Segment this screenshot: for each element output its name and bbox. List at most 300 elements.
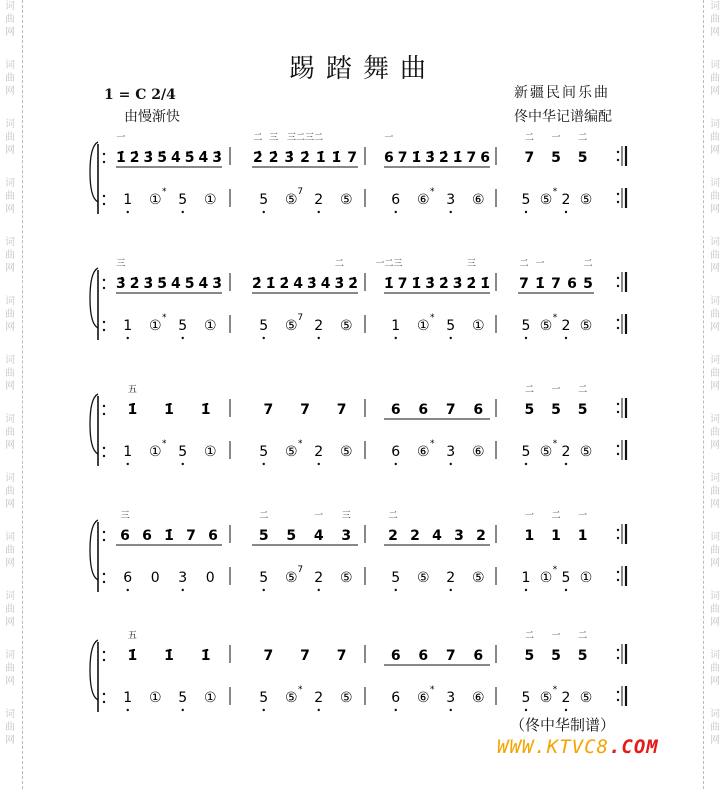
system-brace <box>90 640 98 700</box>
bass-note: 5 <box>178 690 188 706</box>
fingering-mark: 二 <box>334 259 344 269</box>
top-note: 2̇ <box>439 150 449 166</box>
repeat-dot <box>617 453 619 455</box>
octave-dot <box>127 337 129 339</box>
top-note: 7 <box>263 648 274 664</box>
top-note: 7 <box>466 150 477 166</box>
top-note: 1̇ <box>127 402 138 418</box>
bass-note: ⑤ <box>284 690 298 706</box>
top-note: 5 <box>524 648 535 664</box>
score-system-svg <box>0 384 726 484</box>
fingering-mark: 一 <box>116 133 126 143</box>
octave-dot <box>318 463 320 465</box>
watermark-text: 词 曲 网 <box>710 591 720 628</box>
top-note: 1̇ <box>411 276 422 292</box>
score-system <box>0 258 726 358</box>
octave-dot <box>182 337 184 339</box>
octave-dot <box>450 463 452 465</box>
score-system <box>0 510 726 610</box>
bass-note: 1 <box>123 444 133 460</box>
top-note: 7 <box>397 150 408 166</box>
score-system <box>0 384 726 484</box>
watermark-text: 词 曲 网 <box>710 473 720 510</box>
octave-dot <box>263 589 265 591</box>
octave-dot <box>525 211 527 213</box>
top-note: 5 <box>524 402 535 418</box>
bass-note: 0 <box>150 570 160 586</box>
top-note: 4̇ <box>171 150 181 166</box>
top-note: 2̇ <box>348 276 358 292</box>
octave-dot <box>318 709 320 711</box>
ornament-mark: * <box>552 187 558 197</box>
ornament-mark: * <box>162 439 167 449</box>
bass-note: 5 <box>561 570 571 586</box>
bass-note: ⑤ <box>339 570 353 586</box>
top-note: 5̇ <box>184 276 195 292</box>
octave-dot <box>182 463 184 465</box>
bass-note: ⑤ <box>284 318 298 334</box>
bass-note: ⑤ <box>284 570 298 586</box>
top-note: 1 <box>524 528 535 544</box>
octave-dot <box>525 589 527 591</box>
key-signature: 1 = C 2/4 <box>104 87 176 103</box>
watermark-text: 词 曲 网 <box>5 414 15 451</box>
bass-note: ⑤ <box>539 444 553 460</box>
top-note: 4̇ <box>320 276 331 292</box>
repeat-dot <box>617 151 619 153</box>
top-note: 6 <box>473 402 484 418</box>
top-note: 3̇ <box>212 150 222 166</box>
bass-note: ① <box>148 690 162 706</box>
top-note: 6 <box>418 648 429 664</box>
bass-note: 5 <box>259 570 269 586</box>
bass-note: 3 <box>446 690 456 706</box>
bass-note: 1 <box>521 570 531 586</box>
bass-note: 2 <box>314 570 324 586</box>
top-note: 7 <box>336 402 347 418</box>
top-note: 5 <box>577 402 588 418</box>
bass-note: ⑤ <box>579 690 593 706</box>
repeat-dot <box>103 693 105 695</box>
top-note: 7 <box>300 648 310 664</box>
ornament-mark: * <box>162 187 167 197</box>
watermark-text: 词 曲 网 <box>5 709 15 746</box>
top-note: 3̇ <box>334 276 345 292</box>
octave-dot <box>182 589 184 591</box>
watermark-text: 词 曲 网 <box>5 650 15 687</box>
bass-note: 2 <box>561 444 571 460</box>
system-brace <box>90 394 98 454</box>
watermark-text: 词 曲 网 <box>5 60 15 97</box>
bass-note: 0 <box>205 570 215 586</box>
octave-dot <box>263 211 265 213</box>
bass-note: 3 <box>446 192 456 208</box>
bass-note: ⑤ <box>339 318 353 334</box>
repeat-dot <box>617 699 619 701</box>
top-note: 5̇ <box>157 150 167 166</box>
bass-note: 1 <box>391 318 401 334</box>
top-note: 5 <box>258 528 269 544</box>
top-note: 6 <box>390 648 401 664</box>
bass-note: 1 <box>123 192 133 208</box>
octave-dot <box>127 211 129 213</box>
watermark-text: 词 曲 网 <box>5 296 15 333</box>
top-note: 2̇ <box>466 276 477 292</box>
top-note: 4̇ <box>171 276 181 292</box>
score-system-svg <box>0 630 726 730</box>
ornament-mark: * <box>552 313 558 323</box>
system-brace <box>90 142 98 202</box>
repeat-dot <box>617 327 619 329</box>
octave-dot <box>395 337 397 339</box>
tempo-marking: 由慢渐快 <box>124 109 180 125</box>
repeat-dot <box>617 579 619 581</box>
top-note: 7 <box>445 402 456 418</box>
bass-note: 5 <box>178 318 188 334</box>
top-note: 1̇ <box>480 276 490 292</box>
repeat-dot <box>103 195 105 197</box>
watermark-text: 词 曲 网 <box>710 355 720 392</box>
watermark-text: 词 曲 网 <box>710 237 720 274</box>
repeat-dot <box>617 159 619 161</box>
top-note: 1̇ <box>315 150 326 166</box>
ornament-mark: * <box>430 313 435 323</box>
bass-note: ① <box>471 318 485 334</box>
octave-dot <box>127 463 129 465</box>
fingering-mark: 三 <box>466 259 476 269</box>
top-note: 2̇ <box>252 150 263 166</box>
repeat-dot <box>103 659 105 661</box>
fingering-mark: 一 <box>551 631 561 641</box>
bass-note: 2 <box>561 318 571 334</box>
bass-note: ① <box>203 444 217 460</box>
octave-dot <box>395 211 397 213</box>
top-note: 5 <box>551 150 561 166</box>
repeat-dot <box>103 447 105 449</box>
site-logo <box>497 736 659 758</box>
watermark-text: 词 曲 网 <box>5 178 15 215</box>
bass-note: 2 <box>446 570 456 586</box>
bass-note: ⑤ <box>339 192 353 208</box>
top-note: 1̇ <box>265 276 276 292</box>
top-note: 6 <box>208 528 218 544</box>
watermark-text: 词 曲 网 <box>5 355 15 392</box>
bass-note: ⑤ <box>579 318 593 334</box>
top-note: 3 <box>341 528 352 544</box>
top-note: 3̇ <box>284 150 295 166</box>
fingering-mark: 三 <box>341 511 351 521</box>
octave-dot <box>395 709 397 711</box>
ornament-mark: * <box>552 685 558 695</box>
system-brace <box>90 268 98 328</box>
watermark-text: 词 曲 网 <box>710 119 720 156</box>
ornament-mark: 7 <box>297 565 304 575</box>
bass-note: 2 <box>561 690 571 706</box>
octave-dot <box>525 709 527 711</box>
octave-dot <box>525 463 527 465</box>
bass-note: 5 <box>521 192 531 208</box>
repeat-dot <box>103 405 105 407</box>
octave-dot <box>318 589 320 591</box>
top-note: 2̇ <box>252 276 262 292</box>
ornament-mark: * <box>298 439 303 449</box>
top-note: 4 <box>313 528 324 544</box>
ornament-mark: * <box>430 439 435 449</box>
top-note: 2̇ <box>300 150 310 166</box>
top-note: 2̇ <box>129 276 140 292</box>
top-note: 6 <box>567 276 577 292</box>
octave-dot <box>318 211 320 213</box>
repeat-dot <box>103 413 105 415</box>
bass-note: ① <box>148 444 162 460</box>
bass-note: ① <box>203 318 217 334</box>
repeat-dot <box>103 161 105 163</box>
top-note: 3̇ <box>425 276 435 292</box>
fingering-mark: 二 <box>388 511 398 521</box>
watermark-text: 词 曲 网 <box>710 650 720 687</box>
bass-note: 1 <box>123 690 133 706</box>
top-note: 7 <box>397 276 408 292</box>
bass-note: ⑥ <box>471 192 485 208</box>
watermark-text: 词 曲 网 <box>5 532 15 569</box>
octave-dot <box>450 211 452 213</box>
repeat-dot <box>617 691 619 693</box>
repeat-dot <box>617 193 619 195</box>
bass-note: 6 <box>391 192 401 208</box>
top-note: 7 <box>519 276 529 292</box>
top-note: 4̇ <box>198 276 209 292</box>
top-note: 1̇ <box>200 402 211 418</box>
octave-dot <box>127 709 129 711</box>
bass-note: ⑤ <box>339 690 353 706</box>
ornament-mark: * <box>162 313 167 323</box>
top-note: 1̇ <box>411 150 422 166</box>
repeat-dot <box>617 411 619 413</box>
watermark-text: 词 曲 网 <box>710 532 720 569</box>
top-note: 2̇ <box>129 150 140 166</box>
top-note: 6 <box>473 648 484 664</box>
repeat-dot <box>103 329 105 331</box>
repeat-dot <box>103 539 105 541</box>
bass-note: ⑤ <box>539 318 553 334</box>
fingering-mark: 二 <box>259 511 269 521</box>
bass-note: ① <box>539 570 553 586</box>
octave-dot <box>565 463 567 465</box>
repeat-dot <box>103 651 105 653</box>
repeat-dot <box>617 277 619 279</box>
fingering-mark: 二 <box>578 133 588 143</box>
bass-note: 6 <box>391 444 401 460</box>
repeat-dot <box>617 403 619 405</box>
repeat-dot <box>103 287 105 289</box>
fingering-mark: 一 <box>524 511 534 521</box>
bass-note: ⑤ <box>284 192 298 208</box>
bass-note: ⑤ <box>579 444 593 460</box>
bass-note: ⑥ <box>471 690 485 706</box>
octave-dot <box>318 337 320 339</box>
fingering-mark: 三 <box>116 259 126 269</box>
top-note: 1̇ <box>116 150 126 166</box>
song-origin: 新疆民间乐曲 <box>514 85 610 101</box>
top-note: 3̇ <box>116 276 126 292</box>
fingering-mark: 二 <box>583 259 593 269</box>
top-note: 4̇ <box>198 150 209 166</box>
octave-dot <box>395 589 397 591</box>
bass-note: 5 <box>259 444 269 460</box>
watermark-text: 词 曲 网 <box>710 414 720 451</box>
bass-note: 5 <box>259 318 269 334</box>
top-note: 1̇ <box>331 150 342 166</box>
repeat-dot <box>617 529 619 531</box>
bass-note: ⑥ <box>471 444 485 460</box>
ornament-mark: * <box>298 685 303 695</box>
top-note: 3̇ <box>425 150 435 166</box>
fingering-mark: 一 <box>384 133 394 143</box>
fingering-mark: 二 <box>524 631 534 641</box>
top-note: 4̇ <box>293 276 303 292</box>
top-note: 1̇ <box>535 276 545 292</box>
top-note: 5 <box>577 648 588 664</box>
watermark-text: 词 曲 网 <box>710 296 720 333</box>
watermark-text: 词 曲 网 <box>5 119 15 156</box>
repeat-dot <box>617 537 619 539</box>
bass-note: ① <box>416 318 430 334</box>
top-note: 7 <box>300 402 310 418</box>
top-note: 6 <box>390 402 401 418</box>
fingering-mark: 一 <box>535 259 545 269</box>
octave-dot <box>395 463 397 465</box>
top-note: 5 <box>583 276 593 292</box>
top-note: 3̇ <box>452 276 463 292</box>
bass-note: 2 <box>314 690 324 706</box>
bass-note: 2 <box>561 192 571 208</box>
ornament-mark: 7 <box>297 313 304 323</box>
repeat-dot <box>103 573 105 575</box>
repeat-dot <box>617 649 619 651</box>
ornament-mark: * <box>552 439 558 449</box>
bass-note: ⑤ <box>579 192 593 208</box>
watermark-text: 词 曲 网 <box>710 709 720 746</box>
bass-note: ⑤ <box>339 444 353 460</box>
fingering-mark: 二 <box>551 511 561 521</box>
bass-note: ① <box>148 318 162 334</box>
top-note: 7 <box>445 648 456 664</box>
repeat-dot <box>617 445 619 447</box>
fingering-mark: 一 <box>551 133 561 143</box>
top-note: 5 <box>577 150 588 166</box>
system-brace <box>90 520 98 580</box>
transcriber-credit: （佟中华制谱） <box>510 716 616 734</box>
top-note: 7 <box>524 150 535 166</box>
top-note: 2 <box>476 528 486 544</box>
top-note: 3̇ <box>143 276 154 292</box>
score-system-svg <box>0 510 726 610</box>
bass-note: ⑥ <box>416 192 430 208</box>
fingering-mark: 三 <box>269 133 279 143</box>
repeat-dot <box>103 531 105 533</box>
site-logo-suffix: .COM <box>608 736 659 758</box>
repeat-dot <box>103 153 105 155</box>
top-note: 6 <box>418 402 429 418</box>
fingering-mark: 五 <box>127 385 137 395</box>
bass-note: ⑥ <box>416 690 430 706</box>
top-note: 2̇ <box>439 276 449 292</box>
top-note: 7 <box>263 402 274 418</box>
bass-note: 1 <box>123 318 133 334</box>
top-note: 5 <box>551 648 561 664</box>
score-system <box>0 132 726 232</box>
top-note: 1̇ <box>200 648 211 664</box>
fingering-mark: 二 <box>578 631 588 641</box>
repeat-dot <box>103 279 105 281</box>
fingering-mark: 一 <box>551 385 561 395</box>
fingering-mark: 二 <box>524 133 534 143</box>
watermark-text: 词 曲 网 <box>5 237 15 274</box>
top-note: 2̇ <box>279 276 290 292</box>
bass-note: 5 <box>521 318 531 334</box>
fingering-mark: 一二三 <box>375 259 403 269</box>
top-note: 6 <box>120 528 130 544</box>
octave-dot <box>525 337 527 339</box>
octave-dot <box>565 211 567 213</box>
repeat-dot <box>617 571 619 573</box>
repeat-dot <box>103 321 105 323</box>
top-note: 6 <box>480 150 490 166</box>
fingering-mark: 一 <box>314 511 324 521</box>
watermark-text: 词 曲 网 <box>5 473 15 510</box>
repeat-dot <box>103 581 105 583</box>
watermark-text: 词 曲 网 <box>710 178 720 215</box>
bass-note: 2 <box>314 192 324 208</box>
top-note: 1̇ <box>452 150 463 166</box>
top-note: 5̇ <box>157 276 167 292</box>
bass-note: 5 <box>178 192 188 208</box>
ornament-mark: * <box>430 685 435 695</box>
arranger-credit: 佟中华记谱编配 <box>514 109 612 125</box>
repeat-dot <box>617 319 619 321</box>
bass-note: ① <box>579 570 593 586</box>
top-note: 3̇ <box>307 276 317 292</box>
bass-note: ① <box>148 192 162 208</box>
bass-note: 2 <box>314 444 324 460</box>
watermark-text: 词 曲 网 <box>710 60 720 97</box>
octave-dot <box>182 211 184 213</box>
octave-dot <box>127 589 129 591</box>
top-note: 2 <box>388 528 398 544</box>
top-note: 1 <box>577 528 588 544</box>
top-note: 4 <box>432 528 442 544</box>
octave-dot <box>450 709 452 711</box>
octave-dot <box>263 337 265 339</box>
score-system-svg <box>0 258 726 358</box>
ornament-mark: * <box>430 187 435 197</box>
bass-note: ⑥ <box>416 444 430 460</box>
top-note: 1 <box>551 528 561 544</box>
top-note: 1̇ <box>164 402 174 418</box>
octave-dot <box>565 709 567 711</box>
top-note: 3̇ <box>212 276 222 292</box>
octave-dot <box>565 337 567 339</box>
top-note: 7 <box>336 648 347 664</box>
top-note: 6 <box>142 528 152 544</box>
top-note: 5 <box>551 402 561 418</box>
top-note: 2̇ <box>268 150 279 166</box>
octave-dot <box>450 337 452 339</box>
top-note: 7 <box>551 276 561 292</box>
bass-note: ⑤ <box>416 570 430 586</box>
repeat-dot <box>103 701 105 703</box>
top-note: 6 <box>384 150 394 166</box>
